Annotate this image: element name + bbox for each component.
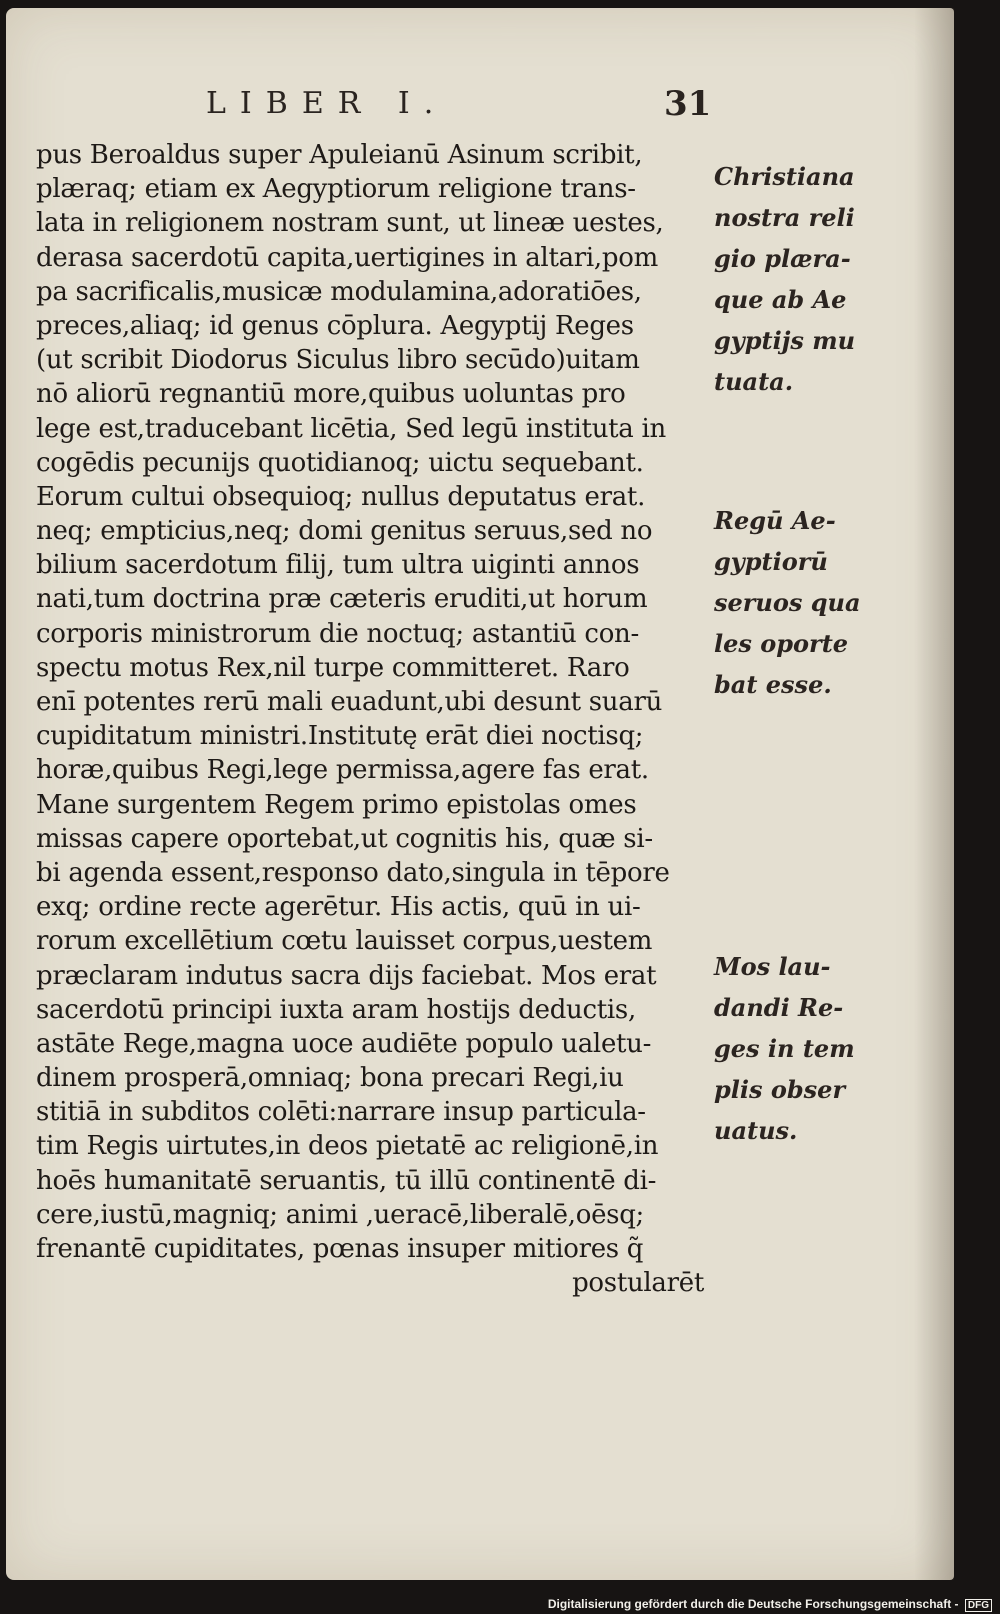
text-line: nati,tum doctrina præ cæteris eruditi,ut horum — [36, 584, 648, 615]
text-line: hoēs humanitatē seruantis, tū illū continentē di- — [36, 1165, 657, 1196]
text-line: rorum excellētium cœtu lauisset corpus,uestem — [36, 926, 653, 957]
text-line: lata in religionem nostram sunt, ut lineæ uestes, — [36, 208, 664, 239]
marginal-note-regum — [714, 500, 874, 705]
note-line: Regū Ae- — [714, 506, 836, 535]
text-line: nō aliorū regnantiū more,quibus uoluntas pro — [36, 379, 626, 410]
book-page — [6, 8, 954, 1580]
text-line: pa sacrificalis,musicæ modulamina,adoratiōes, — [36, 276, 642, 307]
text-line: spectu motus Rex,nil turpe committeret. Raro — [36, 652, 630, 683]
text-line: derasa sacerdotū capita,uertigines in altari,pom — [36, 242, 658, 273]
marginal-note-christiana — [714, 156, 874, 402]
note-line: ges in tem — [714, 1034, 855, 1063]
note-line: nostra reli — [714, 203, 855, 232]
text-line: Mane surgentem Regem primo epistolas omes — [36, 789, 637, 820]
catchword: postularēt — [572, 1268, 704, 1299]
main-text-block — [36, 138, 708, 1300]
text-line: bi agenda essent,responso dato,singula in tēpore — [36, 857, 670, 888]
note-line: gyptiorū — [714, 547, 828, 576]
text-line: plæraq; etiam ex Aegyptiorum religione trans- — [36, 174, 636, 205]
text-line: neq; empticius,neq; domi genitus seruus,sed no — [36, 516, 653, 547]
text-line: lege est,traducebant licētia, Sed legū instituta in — [36, 413, 666, 444]
note-line: les oporte — [714, 629, 849, 658]
text-line: (ut scribit Diodorus Siculus libro secūdo)uitam — [36, 345, 640, 376]
note-line: plis obser — [714, 1075, 846, 1104]
text-line: frenantē cupiditates, pœnas insuper mitiores q̃ — [36, 1234, 644, 1264]
folio-number: 31 — [664, 84, 712, 124]
running-head — [6, 86, 726, 130]
text-line: bilium sacerdotum filij, tum ultra uiginti annos — [36, 550, 640, 581]
text-line: præclaram indutus sacra dijs faciebat. Mos erat — [36, 960, 657, 991]
dfg-logo: DFG — [965, 1599, 992, 1612]
running-title: LIBER I. — [206, 86, 448, 121]
note-line: que ab Ae — [714, 285, 847, 314]
text-line: enī potentes rerū mali euadunt,ubi desunt suarū — [36, 687, 663, 717]
text-line: corporis ministrorum die noctuq; astantiū con- — [36, 618, 639, 649]
digitization-credit — [548, 1597, 992, 1612]
note-line: bat esse. — [714, 670, 832, 699]
text-line: cupiditatum ministri.Institutę erāt diei noctisq; — [36, 721, 644, 752]
note-line: gio plæra- — [714, 244, 851, 273]
note-line: tuata. — [714, 367, 794, 396]
text-line: tim Regis uirtutes,in deos pietatē ac religionē,in — [36, 1131, 659, 1162]
text-line: exq; ordine recte agerētur. His actis, quū in ui- — [36, 892, 641, 923]
note-line: Christiana — [714, 162, 855, 191]
marginal-note-mos — [714, 946, 874, 1151]
text-line: pus Beroaldus super Apuleianū Asinum scribit, — [36, 140, 643, 170]
text-line: dinem prosperā,omniaq; bona precari Regi,iu — [36, 1063, 624, 1094]
text-line: stitiā in subditos colēti:narrare insup particula- — [36, 1097, 646, 1128]
text-line: cere,iustū,magniq; animi ,ueracē,liberalē,oēsq; — [36, 1199, 644, 1230]
text-line: missas capere oportebat,ut cognitis his, quæ si- — [36, 823, 653, 854]
note-line: dandi Re- — [714, 993, 844, 1022]
note-line: gyptijs mu — [714, 326, 856, 355]
text-line: cogēdis pecunijs quotidianoq; uictu sequebant. — [36, 447, 644, 478]
page-gutter-shadow — [914, 8, 954, 1580]
text-line: horæ,quibus Regi,lege permissa,agere fas erat. — [36, 755, 649, 786]
note-line: seruos qua — [714, 588, 861, 617]
text-line: preces,aliaq; id genus cōplura. Aegyptij Reges — [36, 310, 634, 341]
note-line: uatus. — [714, 1116, 798, 1145]
text-line: astāte Rege,magna uoce audiēte populo ualetu- — [36, 1028, 652, 1059]
text-line: sacerdotū principi iuxta aram hostijs deductis, — [36, 994, 636, 1025]
note-line: Mos lau- — [714, 952, 831, 981]
credit-text: Digitalisierung gefördert durch die Deutsche Forschungsgemeinschaft - — [547, 1597, 959, 1611]
text-line: Eorum cultui obsequioq; nullus deputatus erat. — [36, 481, 646, 512]
